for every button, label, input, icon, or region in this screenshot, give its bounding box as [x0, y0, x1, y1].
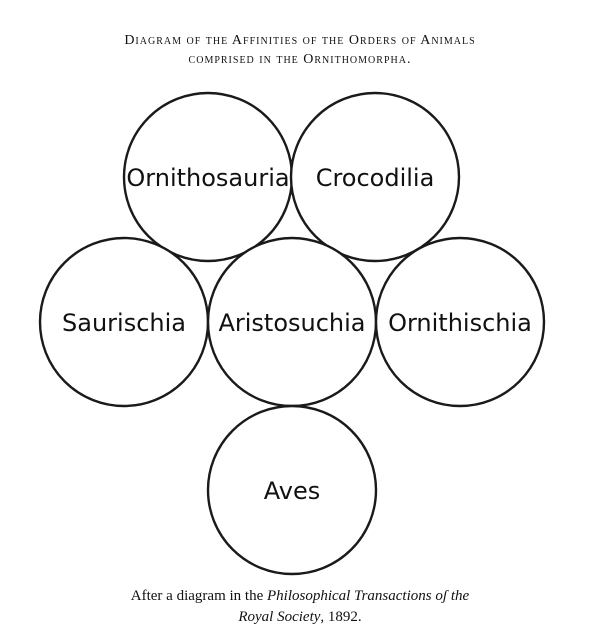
label-saurischia: Saurischia [62, 309, 186, 337]
circle-aristosuchia [208, 238, 376, 406]
caption-suffix: , 1892. [320, 609, 362, 625]
label-ornithischia: Ornithischia [388, 309, 532, 337]
caption-journal: Philosophical Transactions [266, 588, 432, 604]
label-crocodilia: Crocodilia [315, 164, 435, 192]
circle-saurischia [40, 238, 208, 406]
diagram-title-line-1: Diagram of the Affinities of the Orders of Animals [124, 33, 476, 48]
circle-aves [208, 406, 376, 574]
circle-ornithosauria [124, 93, 292, 261]
label-aristosuchia: Aristosuchia [218, 309, 366, 337]
label-ornithosauria: Ornithosauria [126, 164, 290, 192]
caption-prefix: After a diagram in the [130, 588, 267, 604]
circle-crocodilia [291, 93, 459, 261]
circle-ornithischia [376, 238, 544, 406]
caption-line-2 [0, 607, 600, 627]
caption-line-1 [0, 586, 600, 606]
caption-middle: oʃ the [431, 588, 470, 604]
diagram-title-line-2: comprised in the Ornithomorpha. [188, 52, 412, 67]
caption-society: Royal Society [238, 609, 321, 625]
label-aves: Aves [263, 477, 321, 505]
